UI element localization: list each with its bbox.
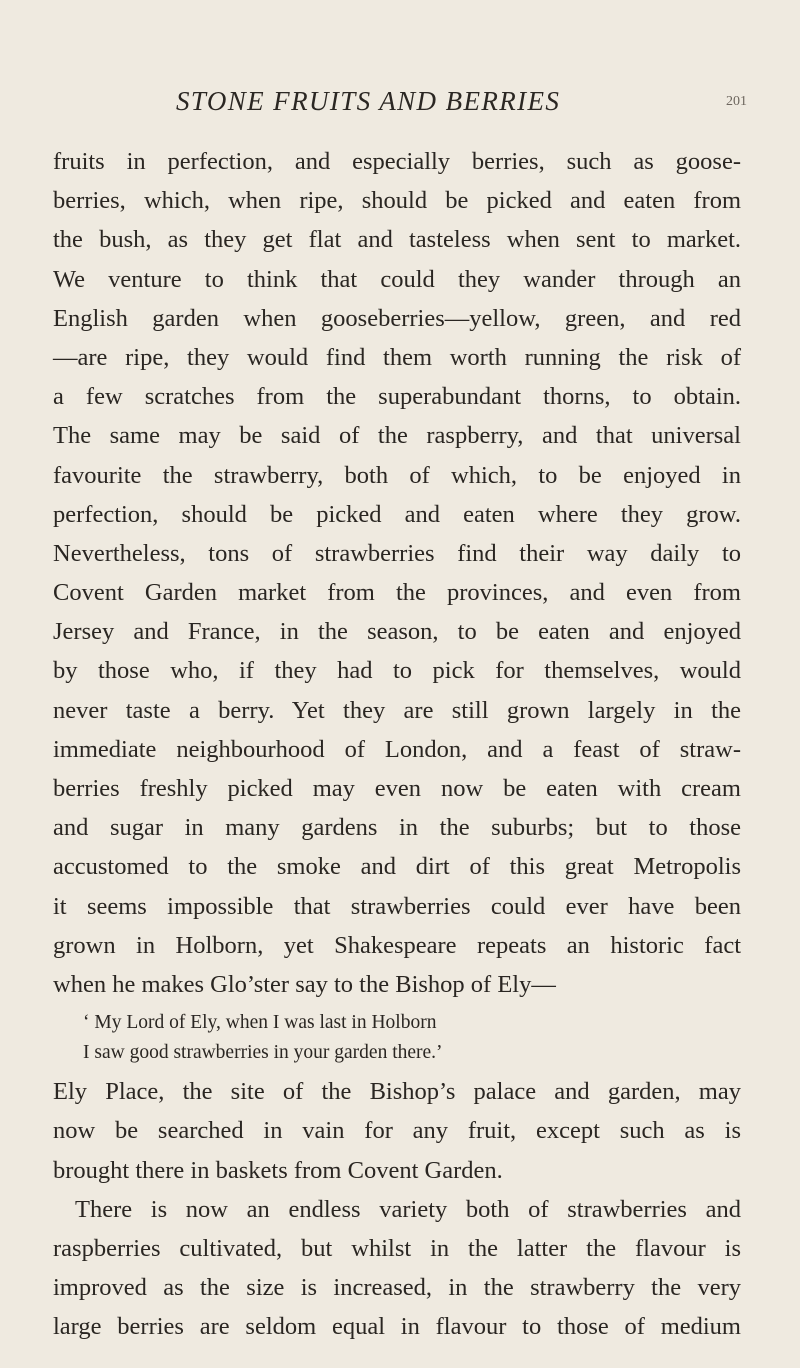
text-line: Covent Garden market from the provinces, and even from xyxy=(53,579,741,607)
text-line: improved as the size is increased, in the strawberry the very xyxy=(53,1274,741,1302)
text-line: the bush, as they get flat and tasteless when sent to market. xyxy=(53,226,741,254)
text-line: We venture to think that could they wander through an xyxy=(53,265,741,293)
text-line: when he makes Glo’ster say to the Bishop of Ely— xyxy=(53,970,556,998)
text-line: There is now an endless variety both of strawberries and xyxy=(75,1195,741,1223)
text-line: immediate neighbourhood of London, and a feast of straw- xyxy=(53,735,741,763)
text-line: English garden when gooseberries—yellow, green, and red xyxy=(53,304,741,332)
text-line: a few scratches from the superabundant thorns, to obtain. xyxy=(53,383,741,411)
text-line: fruits in perfection, and especially berries, such as goose- xyxy=(53,148,741,175)
text-line: perfection, should be picked and eaten where they grow. xyxy=(53,500,741,528)
body-text xyxy=(53,142,741,1346)
text-line: large berries are seldom equal in flavour to those of medium xyxy=(53,1313,741,1341)
text-line: and sugar in many gardens in the suburbs; but to those xyxy=(53,814,741,842)
paragraph-1 xyxy=(53,142,741,1004)
text-line: berries freshly picked may even now be eaten with cream xyxy=(53,775,741,802)
text-line: grown in Holborn, yet Shakespeare repeats an historic fact xyxy=(53,931,741,959)
text-line: Nevertheless, tons of strawberries find their way daily to xyxy=(53,539,741,567)
quote-line: I saw good strawberries in your garden there.’ xyxy=(83,1042,443,1064)
text-line: favourite the strawberry, both of which, to be enjoyed in xyxy=(53,461,741,489)
text-line: now be searched in vain for any fruit, except such as is xyxy=(53,1117,741,1145)
text-line: it seems impossible that strawberries could ever have been xyxy=(53,892,741,920)
text-line: raspberries cultivated, but whilst in the latter the flavour is xyxy=(53,1234,741,1262)
page-number: 201 xyxy=(726,94,747,109)
paragraph-3 xyxy=(53,1190,741,1347)
text-line: accustomed to the smoke and dirt of this great Metropolis xyxy=(53,853,741,881)
text-line: Ely Place, the site of the Bishop’s palace and garden, may xyxy=(53,1078,741,1106)
text-line: Jersey and France, in the season, to be eaten and enjoyed xyxy=(53,618,741,646)
verse-quotation xyxy=(53,1008,741,1068)
text-line: brought there in baskets from Covent Garden. xyxy=(53,1156,503,1184)
text-line: The same may be said of the raspberry, and that universal xyxy=(53,422,741,450)
running-head xyxy=(0,86,800,126)
paragraph-2 xyxy=(53,1072,741,1190)
text-line: by those who, if they had to pick for themselves, would xyxy=(53,657,741,685)
running-title: STONE FRUITS AND BERRIES xyxy=(176,86,561,116)
text-line: —are ripe, they would find them worth running the risk of xyxy=(53,343,741,371)
quote-line: ‘ My Lord of Ely, when I was last in Holborn xyxy=(83,1012,437,1034)
text-line: berries, which, when ripe, should be picked and eaten from xyxy=(53,187,741,215)
text-line: never taste a berry. Yet they are still grown largely in the xyxy=(53,696,741,724)
